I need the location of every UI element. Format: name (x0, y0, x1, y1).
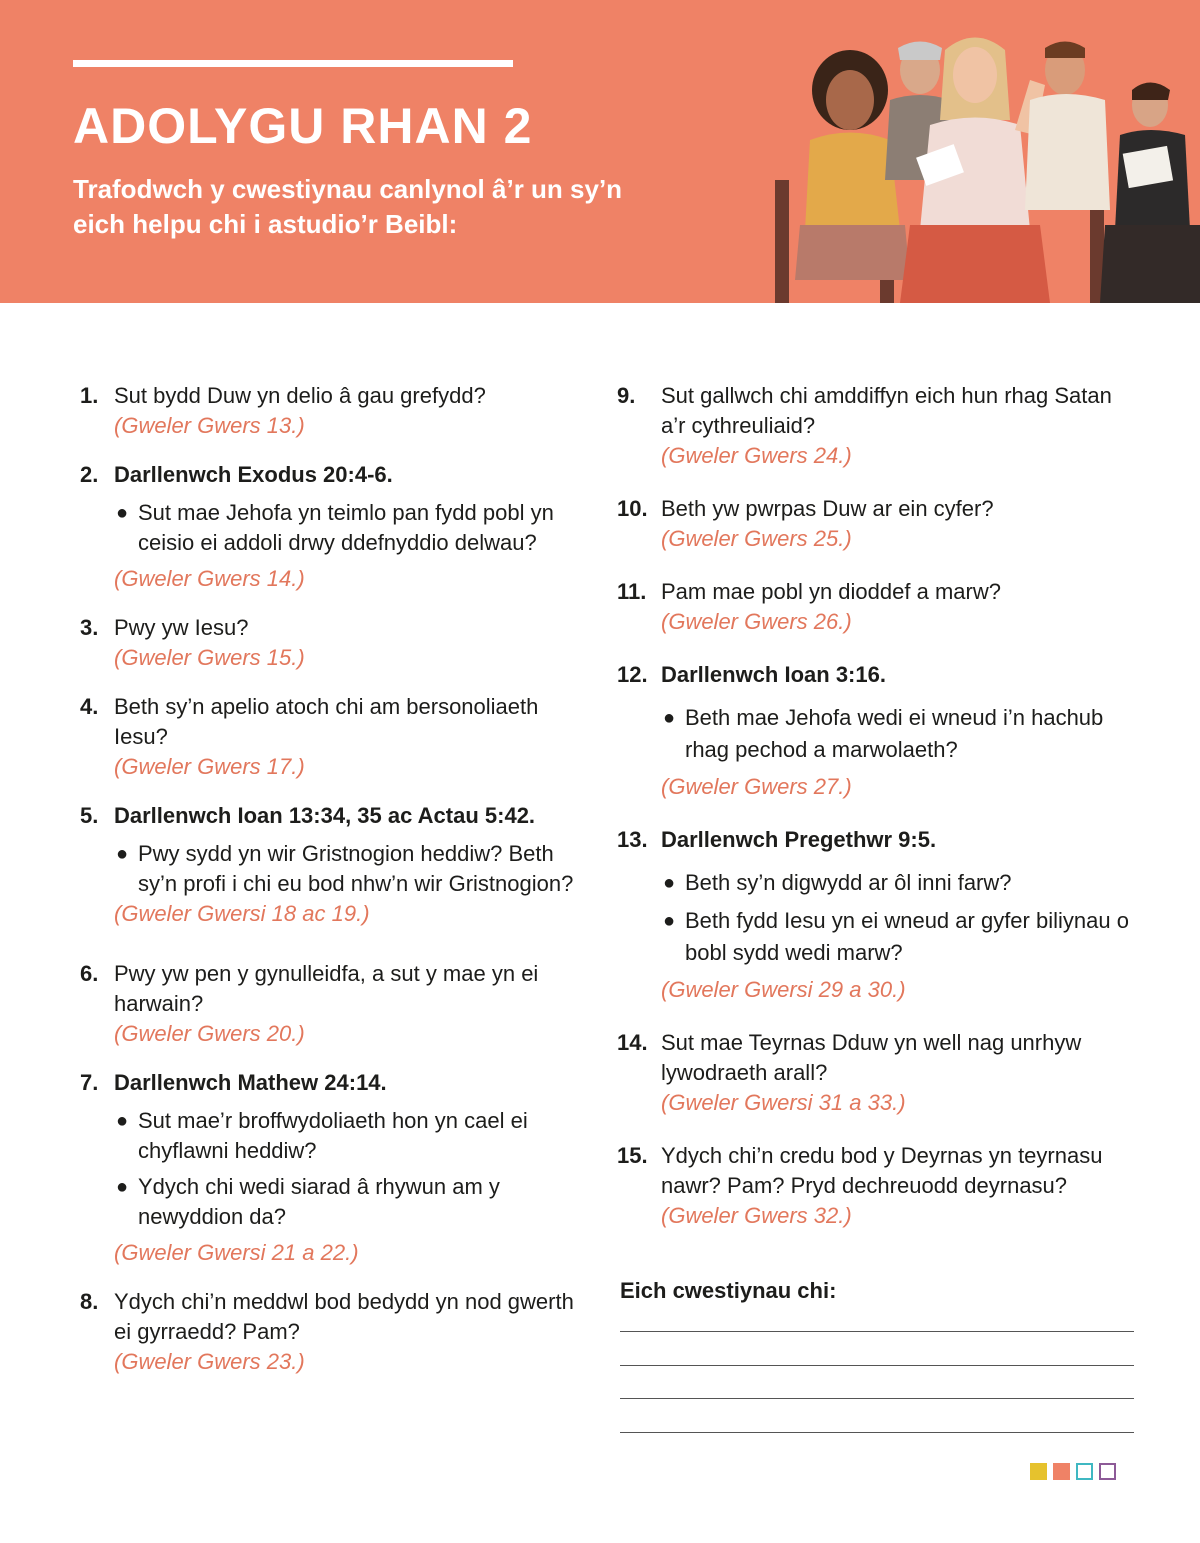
square-purple-outline-icon (1099, 1463, 1116, 1480)
lesson-reference: (Gweler Gwers 32.) (661, 1203, 852, 1228)
question-text: Sut bydd Duw yn delio â gau grefydd? (114, 383, 486, 408)
question-5 (80, 801, 580, 929)
bullet-text: Sut mae Jehofa yn teimlo pan fydd pobl yn ceisio ei addoli drwy ddefnyddio delwau? (138, 500, 554, 555)
bullet-dot: ● (116, 1110, 129, 1132)
bullet-dot: ● (663, 910, 676, 932)
answer-line[interactable] (620, 1432, 1134, 1433)
question-number: 5. (80, 803, 99, 828)
lesson-reference: (Gweler Gwers 20.) (114, 1021, 305, 1046)
question-11 (617, 577, 1137, 637)
question-9 (617, 381, 1137, 471)
decorative-squares (1030, 1463, 1116, 1480)
bullet-text: Beth fydd Iesu yn ei wneud ar gyfer biliynau o bobl sydd wedi marw? (685, 908, 1129, 965)
lesson-reference: (Gweler Gwers 23.) (114, 1349, 305, 1374)
bullet-dot: ● (663, 707, 676, 729)
audience-illustration (760, 30, 1200, 303)
question-14 (617, 1028, 1137, 1118)
lesson-reference: (Gweler Gwersi 31 a 33.) (661, 1090, 906, 1115)
question-13 (617, 825, 1137, 1005)
question-number: 7. (80, 1070, 99, 1095)
questions-right-column (617, 381, 1137, 1267)
lesson-reference: (Gweler Gwers 17.) (114, 754, 305, 779)
header-rule (73, 60, 513, 67)
question-text: Beth sy’n apelio atoch chi am bersonoliaeth Iesu? (114, 694, 539, 749)
lesson-reference: (Gweler Gwers 27.) (661, 774, 852, 799)
question-2 (80, 460, 580, 594)
question-text: Darllenwch Ioan 3:16. (661, 662, 886, 687)
question-3 (80, 613, 580, 673)
question-text: Ydych chi’n credu bod y Deyrnas yn teyrnasu nawr? Pam? Pryd dechreuodd deyrnasu? (661, 1143, 1103, 1198)
answer-line[interactable] (620, 1398, 1134, 1399)
question-text: Sut mae Teyrnas Dduw yn well nag unrhyw lywodraeth arall? (661, 1030, 1082, 1085)
question-8 (80, 1287, 580, 1377)
square-coral-icon (1053, 1463, 1070, 1480)
question-text: Darllenwch Mathew 24:14. (114, 1070, 387, 1095)
bullet-item (661, 702, 1137, 766)
bullet-dot: ● (663, 872, 676, 894)
square-teal-outline-icon (1076, 1463, 1093, 1480)
question-number: 3. (80, 615, 99, 640)
question-text: Pwy yw Iesu? (114, 615, 249, 640)
question-text: Pam mae pobl yn dioddef a marw? (661, 579, 1001, 604)
question-text: Beth yw pwrpas Duw ar ein cyfer? (661, 496, 994, 521)
question-6 (80, 959, 580, 1049)
bullet-item (661, 905, 1137, 969)
question-text: Sut gallwch chi amddiffyn eich hun rhag Satan a’r cythreuliaid? (661, 383, 1112, 438)
bullet-list (114, 1106, 580, 1232)
lesson-reference: (Gweler Gwersi 18 ac 19.) (114, 901, 370, 926)
question-number: 12. (617, 662, 648, 687)
question-text: Ydych chi’n meddwl bod bedydd yn nod gwerth ei gyrraedd? Pam? (114, 1289, 574, 1344)
square-yellow-icon (1030, 1463, 1047, 1480)
bullet-list (661, 867, 1137, 969)
question-7 (80, 1068, 580, 1268)
bullet-dot: ● (116, 843, 129, 865)
question-text: Pwy yw pen y gynulleidfa, a sut y mae yn ei harwain? (114, 961, 539, 1016)
answer-line[interactable] (620, 1365, 1134, 1366)
page-title: ADOLYGU RHAN 2 (73, 98, 533, 154)
bullet-list (114, 498, 580, 558)
question-4 (80, 692, 580, 782)
question-text: Darllenwch Exodus 20:4-6. (114, 462, 393, 487)
questions-left-column (80, 381, 580, 1377)
lesson-reference: (Gweler Gwersi 29 a 30.) (661, 977, 906, 1002)
question-12 (617, 660, 1137, 802)
question-number: 11. (617, 579, 647, 604)
bullet-item (114, 1106, 580, 1166)
bullet-text: Beth sy’n digwydd ar ôl inni farw? (685, 870, 1012, 895)
bullet-text: Sut mae’r broffwydoliaeth hon yn cael ei chyflawni heddiw? (138, 1108, 528, 1163)
page-subtitle: Trafodwch y cwestiynau canlynol â’r un sy’n eich helpu chi i astudio’r Beibl: (73, 174, 623, 239)
lesson-reference: (Gweler Gwers 26.) (661, 609, 852, 634)
question-number: 9. (617, 383, 636, 408)
lesson-reference: (Gweler Gwers 24.) (661, 443, 852, 468)
question-number: 8. (80, 1289, 99, 1314)
bullet-dot: ● (116, 502, 129, 524)
bullet-text: Beth mae Jehofa wedi ei wneud i’n hachub rhag pechod a marwolaeth? (685, 705, 1104, 762)
question-1 (80, 381, 580, 441)
your-questions-label: Eich cwestiynau chi: (620, 1278, 837, 1303)
bullet-dot: ● (116, 1176, 129, 1198)
bullet-list (114, 839, 580, 899)
lesson-reference: (Gweler Gwers 14.) (114, 566, 305, 591)
lesson-reference: (Gweler Gwersi 21 a 22.) (114, 1240, 359, 1265)
bullet-item (114, 498, 580, 558)
bullet-item (114, 1172, 580, 1232)
answer-line[interactable] (620, 1331, 1134, 1332)
lesson-reference: (Gweler Gwers 25.) (661, 526, 852, 551)
lesson-reference: (Gweler Gwers 13.) (114, 413, 305, 438)
question-number: 4. (80, 694, 99, 719)
question-number: 15. (617, 1143, 648, 1168)
question-number: 10. (617, 496, 648, 521)
bullet-list (661, 702, 1137, 766)
bullet-item (661, 867, 1137, 899)
question-number: 14. (617, 1030, 648, 1055)
bullet-text: Pwy sydd yn wir Gristnogion heddiw? Beth sy’n profi i chi eu bod nhw’n wir Gristnogion? (138, 841, 574, 896)
lesson-reference: (Gweler Gwers 15.) (114, 645, 305, 670)
question-number: 6. (80, 961, 99, 986)
question-text: Darllenwch Pregethwr 9:5. (661, 827, 937, 852)
bullet-text: Ydych chi wedi siarad â rhywun am y newyddion da? (138, 1174, 500, 1229)
header-banner (0, 0, 1200, 303)
question-number: 1. (80, 383, 99, 408)
question-number: 13. (617, 827, 648, 852)
question-15 (617, 1141, 1137, 1231)
question-number: 2. (80, 462, 99, 487)
bullet-item (114, 839, 580, 899)
question-10 (617, 494, 1137, 554)
question-text: Darllenwch Ioan 13:34, 35 ac Actau 5:42. (114, 803, 536, 828)
